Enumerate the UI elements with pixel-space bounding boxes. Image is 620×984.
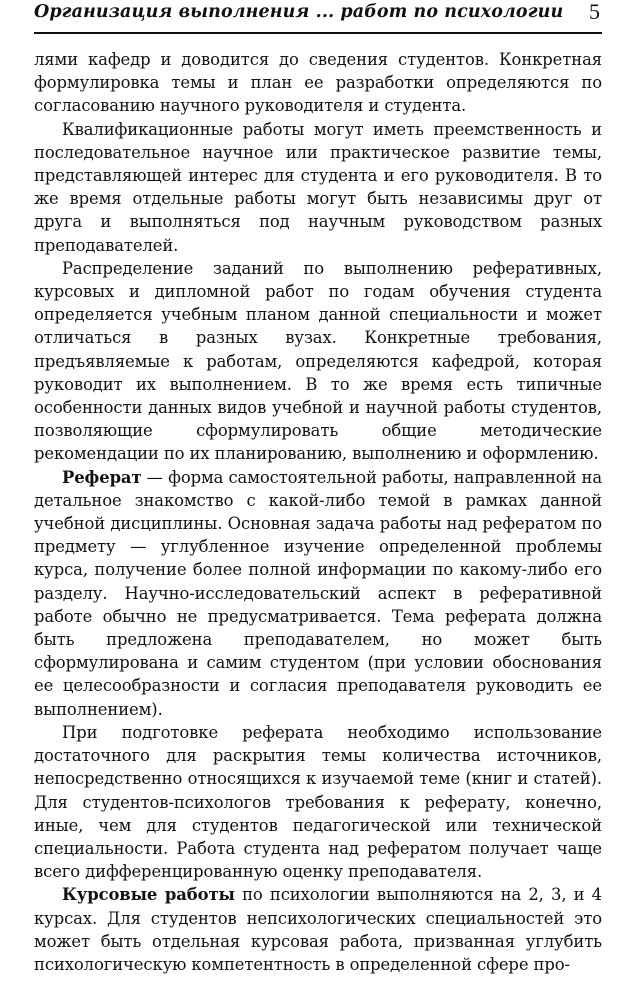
running-title: Организация выполнения ... работ по психологии [34,2,564,22]
paragraph-text: лями кафедр и доводится до сведения студентов. Конкретная формулировка темы и план ее разработки определяются по согласованию научного руководителя и студента. [34,50,602,116]
paragraph-text: Распределение заданий по выполнению реферативных, курсовых и дипломной работ по годам обучения студента определяется учебным планом данной специальности и может отличаться в разных вузах. Конкретные требования, предъявляемые к работам, определяются кафедрой, которая руководит их выполнением. В то же время есть типичные особенности данных видов учебной и научной работы студентов, позволяющие сформулировать общие методические рекомендации по их планированию, выполнению и оформлению. [34,258,602,464]
paragraph-text: При подготовке реферата необходимо использование достаточного для раскрытия темы количества источников, непосредственно относящихся к изучаемой теме (книг и статей). Для студентов-психологов требования к реферату, конечно, иные, чем для студентов педагогической или технической специальности. Работа студента над рефератом получает чаще всего дифференцированную оценку преподавателя. [34,722,602,882]
page-number: 5 [589,0,600,24]
paragraph-text: по психологии выполняются на 2, 3, и 4 курсах. Для студентов непсихологических специальностей это может быть отдельная курсовая работа, призванная углубить психологическую компетентность в определенной сфере про- [34,885,602,974]
paragraph-1 [34,48,602,118]
paragraph-2 [34,118,602,257]
paragraph-3 [34,257,602,466]
paragraph-5 [34,721,602,883]
body-text [34,48,602,976]
paragraph-text: Квалификационные работы могут иметь преемственность и последовательное научное или практическое развитие темы, представляющей интерес для студента и его руководителя. В то же время отдельные работы могут быть независимы друг от друга и выполняться под научным руководством разных преподавателей. [34,119,602,255]
running-header [34,0,602,34]
term-referat: Реферат [62,467,142,487]
paragraph-4 [34,466,602,721]
paragraph-6 [34,883,602,976]
paragraph-text: — форма самостоятельной работы, направленной на детальное знакомство с какой-либо темой в рамках данной учебной дисциплины. Основная задача работы над рефератом по предмету — углубленное изучение определенной проблемы курса, получение более полной информации по какому-либо его разделу. Научно-исследовательский аспект в реферативной работе обычно не предусматривается. Тема реферата должна быть предложена преподавателем, но может быть сформулирована и самим студентом (при условии обоснования ее целесообразности и согласия преподавателя руководить ее выполнением). [34,467,602,719]
term-coursework: Курсовые работы [62,885,235,905]
